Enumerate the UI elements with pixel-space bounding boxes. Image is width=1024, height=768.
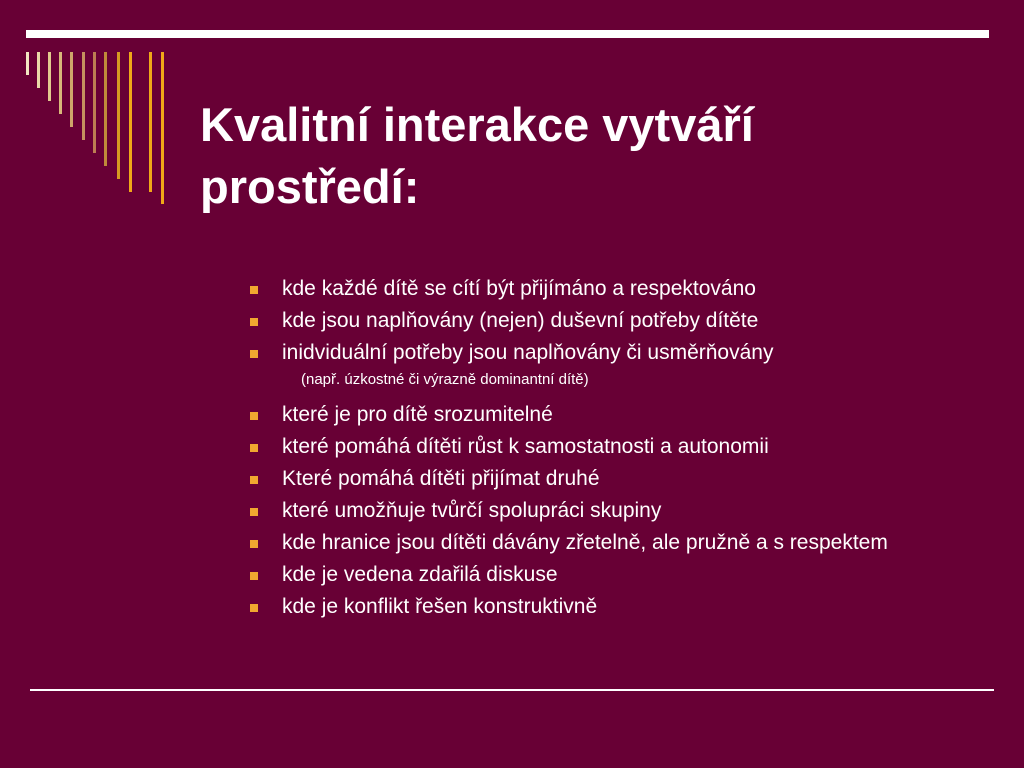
list-item-text: kde je konflikt řešen konstruktivně	[282, 595, 598, 618]
square-bullet-icon	[250, 444, 258, 452]
stripe	[117, 52, 120, 179]
list-item	[250, 467, 922, 491]
stripe	[82, 52, 85, 140]
stripe	[93, 52, 96, 153]
list-item-text: Které pomáhá dítěti přijímat druhé	[282, 467, 600, 490]
list-item-text: kde jsou naplňovány (nejen) duševní potřeby dítěte	[282, 309, 759, 332]
stripe	[161, 52, 164, 204]
list-item	[250, 563, 922, 587]
square-bullet-icon	[250, 572, 258, 580]
list-item-text: které je pro dítě srozumitelné	[282, 403, 553, 426]
square-bullet-icon	[250, 476, 258, 484]
slide-title: Kvalitní interakce vytváří prostředí:	[200, 98, 754, 213]
list-item	[250, 499, 922, 523]
list-item	[250, 403, 922, 427]
list-item	[250, 595, 922, 619]
list-item	[250, 341, 922, 365]
square-bullet-icon	[250, 508, 258, 516]
list-item-text: kde hranice jsou dítěti dávány zřetelně, ale pružně a s respektem	[282, 531, 888, 554]
bottom-rule	[30, 689, 994, 691]
list-item-text: inidviduální potřeby jsou naplňovány či usměrňovány	[282, 341, 774, 364]
bullet-list	[250, 277, 950, 627]
square-bullet-icon	[250, 350, 258, 358]
stripe	[26, 52, 29, 75]
list-item-text: kde každé dítě se cítí být přijímáno a respektováno	[282, 277, 756, 300]
square-bullet-icon	[250, 540, 258, 548]
sub-note: (např. úzkostné či výrazně dominantní dítě)	[301, 371, 589, 388]
square-bullet-icon	[250, 286, 258, 294]
list-item	[250, 531, 922, 555]
list-item-text: které umožňuje tvůrčí spolupráci skupiny	[282, 499, 662, 522]
stripe	[70, 52, 73, 127]
stripe	[37, 52, 40, 88]
list-item	[250, 277, 922, 301]
stripe	[149, 52, 152, 192]
square-bullet-icon	[250, 604, 258, 612]
stripe	[104, 52, 107, 166]
list-item-text: kde je vedena zdařilá diskuse	[282, 563, 558, 586]
square-bullet-icon	[250, 412, 258, 420]
list-item-text: které pomáhá dítěti růst k samostatnosti a autonomii	[282, 435, 769, 458]
stripe	[59, 52, 62, 114]
stripe	[48, 52, 51, 101]
list-item	[250, 435, 922, 459]
stripe	[129, 52, 132, 192]
list-item	[250, 309, 922, 333]
top-rule	[26, 30, 989, 38]
square-bullet-icon	[250, 318, 258, 326]
